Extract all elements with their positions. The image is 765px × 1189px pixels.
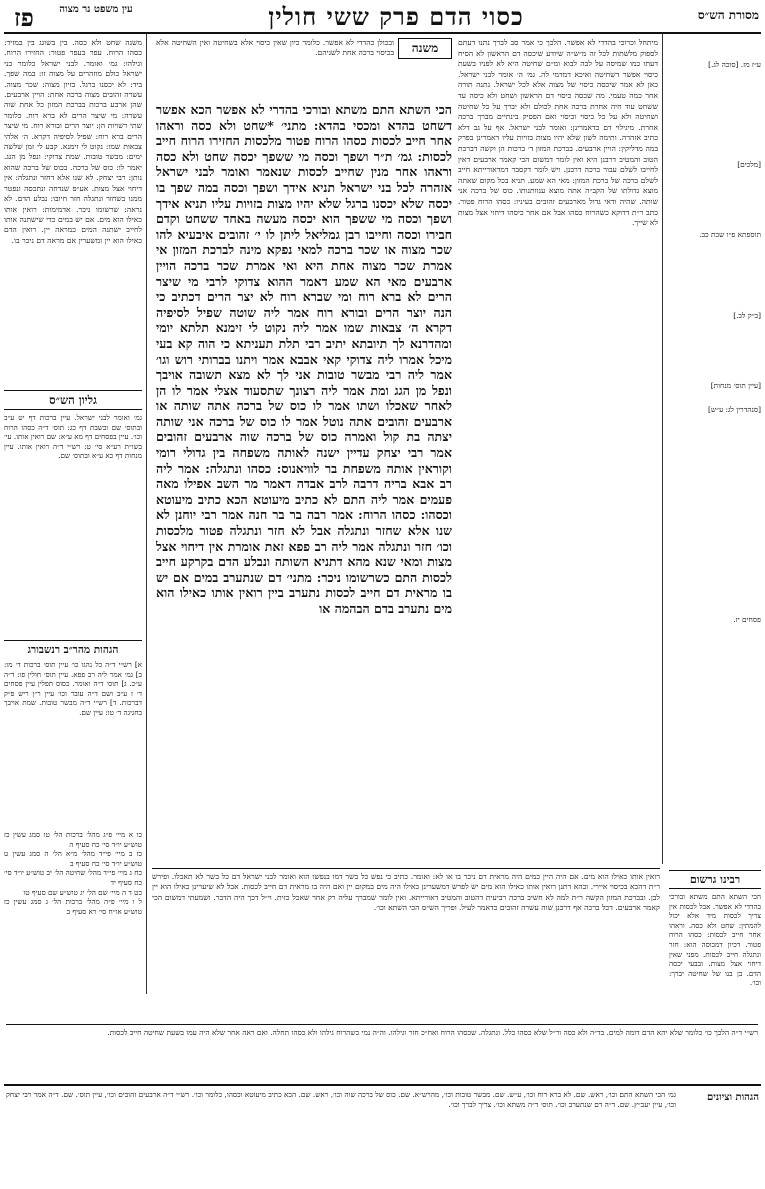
mishnah-text: ובכולן כהדדי לא אפשר. כלומר כיון שאין כיסוי אלא בשחיטה ואין השחיטה אלא בכיסוי ברכה אחת לשניהם. (156, 38, 394, 58)
rabbenu-text: הכי השתא התם משתא ובורכי בהדדי לא אפשר. אבל לכסות אין צריך לכסות מיד אלא יכול להמתין: שחט ולא כסה. וראהו אחר חייב לכסות: כסהו הרוח פטור. דכיון דמכוסה הוא: חזר ונתגלה חייב לכסות. מפני שאין דיחוי אצל מצות. ובבעי יכסה הדם. בן בנו של שחיטה יברך: וכו׳. (669, 892, 761, 988)
masoret-note: פסחים יז. (733, 615, 761, 625)
daf-number: פז (14, 3, 34, 32)
tosafot-column (458, 38, 658, 828)
gilyon-text: גמ׳ ואומר לבני ישראל. עיין ברכות דף יט ע״ב ובתוס׳ שם ובשבת דף כג: תוס׳ ד״ה כסהו הרוח וכו׳. עיין בפסחים דף מא ע״א: שם רואין אותו. עי׳ בשו״ת רע״א סי׳ ט: רש״י ד״ה רואין אותו. עיין מנחות דף כא ע״א ובתוס׳ שם. (4, 413, 142, 461)
gemara-main-text: הכי השתא התם משתא ובורכי בהדרי לא אפשר הכא אפשר דשחט בהדא ומכסי בהדא: מתני׳ *שחט ולא כסה וראהו אחר חייב לכסות כסהו הרוח פטור מלכסות החזירו הרוח חייב לכסות: גמ׳ ת״ר ושפך וכסה מי ששפך יכסה שחט ולא כסה וראהו אחר מנין שחייב לכסות שנאמר ואומר לבני ישראל אזהרה לכל בני ישראל תניא אידך ושפך וכסה במה שפך בו יכסה שלא יכסנו ברגל שלא יהיו מצות בזויות עליו תניא אידך ושפך וכסה מי ששפך הוא יכסה מעשה באחד ששחט וקדם חבירו וכסה וחייבו רבן גמליאל ליתן לו י׳ זהובים איבעיא להו שכר מצוה או שכר ברכה למאי נפקא מינה לברכת המזון אי אמרת שכר מצוה אחת היא ואי אמרת שכר ברכה הויין ארבעים מאי הא שמע דאמר ההוא צדוקי לרבי מי שיצר הרים לא ברא רוח ומי שברא רוח לא יצר הרים דכתיב כי הנה יוצר הרים ובורא רוח אמר ליה שוטה שפיל לסיפיה דקרא ה׳ צבאות שמו אמר ליה נקוט לי זימנא תלתא יומי ומהדרנא לך תיובתא יתיב רבי תלת תעניתא כי הוה קא בעי מיכל אמרו ליה צדוקי קאי אבבא אמר ויתנו בברותי רוש וגו׳ אמר ליה רבי מבשר טובות אני לך לא מצא תשובה אויבך ונפל מן הגג ומת אמר ליה רצונך שתסעוד אצלי אמר לו הן לאחר שאכלו ושתו אמר לו כוס של ברכה אתה שותה או ארבעים זהובים אתה נוטל אמר לו כוס של ברכה אני שותה יצתה בת קול ואמרה כוס של ברכה שוה ארבעים זהובים אמר רבי יצחק עדיין ישנה לאותה משפחה בין גדולי רומי וקוראין אותה משפחת בר לוויאנוס: כסהו ונתגלה: אמר ליה רב אבא בריה דרבה לרב אבדה דאמר מר השב אפילו מאה פעמים אמר ליה התם לא כתיב מיעוטא הכא כתיב מיעוטא וכסהו: כסהו הרוח: אמר רבה בר בר חנה אמר רבי יוחנן לא שנו אלא שחזר ונתגלה אבל לא חזר ונתגלה פטור מלכסות וכו׳ חזר ונתגלה אמר ליה רב פפא זאת אומרת אין דיחוי אצל מצות ומאי שנא מהא דתניא השותה ונבלע הדם בקרקע חייב לכסות התם כשרשומו ניכר: מתני׳ דם שנתערב במים אם יש בו מראית דם חייב לכסות נתערב ביין רואין אותו כאילו הוא מים נתערב בדם הבהמה או (156, 102, 452, 616)
masoret-header: מסורת הש״ס (697, 8, 759, 22)
rashi-column: משנה שחט ולא כסה. בין בשוגג בין במזיד: כסהו הרוח. עפר בעפר פטור: החזירו הרוח. וגילהו: גמ׳ ואומר. לבני ישראל כלומר בני ישראל כולם מוזהרים על מצוה זו: במה שפך. ביד: לא יכסנו ברגל. בזיון מצוה: שכר מצוה. עשרה זהובים מצוה ברכה אחת: הויין ארבעים. שהן ארבע ברכות בברכת המזון כל אחת שוה עשרה: מי שיצר הרים לא ברא רוח. כלומר שתי רשויות הן: יוצר הרים ובורא רוח. מי שיצר הרים ברא רוח: שפיל לסיפיה דקרא. ה׳ אלהי צבאות שמו: נקוט לי זימנא. קבע לי זמן שלשה ימים: מבשר טובות. שמת צדוקי: ונפל מן הגג. יאמר לו: כוס של ברכה. בכוס של ברכה שהוא נותן: רבי יצחק. לא שנו אלא דחזר ונתגלה: אין דיחוי אצל מצות. אע״פ שנדחה ונתכסה ונפטר ממנו כשחזר ונתגלה חזר חיובו: נבלע הדם. לא נראה: שרשומו ניכר. אדמימות: רואין אותו כאילו הוא מים. אם יש במים כדי שישתנה אותו לחייב ישתנה המים כמראה יין. רואין הדם כאילו הוא יין ומשערין אם מראה דם ניכר בו. (4, 38, 142, 245)
ein-mishpat-note: כט ד ה מיי׳ שם הל׳ יג טוש״ע שם סעיף טו (23, 887, 142, 897)
bottom-commentary: רואין אותו כאילו הוא מים. אם היה היין כמים היה מראית דם ניכר בו או לא: ואומר. כתיב כי נפש כל בשר דמו בנפשו הוא ואומר לבני ישראל דם כל בשר לא תאכלו. ופירש ר״ת דהכא בכיסוי איירי. ובהא דתנן רואין אותו כאילו הוא מים יש לפרש דמשערינן כאילו היה מים במקום יין ואם היה בו מראית דם חייב לכסות. אבל לא שיערינן כאילו הוא יין לבן. ובברכת המזון הקשה ר״ת למה לא חשיב ברכה רביעית דהטוב והמטיב דאורייתא. ואין לומר שמברך עליה רק אחר שאכל כזית. וי״ל דכך היה הדבר. ושמעתי דמשום הכי קאמר ארבעים. דכל ברכה אף דרבנן שוה עשרה זהובים כדאמר לעיל. ופריך הש״ס הכי השתא וכו׳. (152, 868, 660, 1022)
mishnah-label: משנה (398, 38, 452, 59)
gilyon-title: גליון הש״ס (4, 390, 142, 410)
rabbenu-title: רבינו גרשום (669, 870, 761, 889)
ein-mishpat-note: ל ו מיי׳ פ״ה מהל׳ ברכות הל׳ ג סמג עשין כז טוש״ע או״ח סי׳ רא סעיף ב (4, 897, 142, 916)
hagahot-block (4, 640, 142, 835)
tosafot-top: מיתחל וכרוכי בהדדי לא אפשר. הלכך כי אמר סב לברך נתנו דעתם לספוק מלשתות לכל זה מ״ש״ה שיודע שיכסה דם הראשון לא הסיח דעתו כמו שמיסה על לבה לבוא ומ״ם שחיטה היא לא לפניו בשעת כיסוי אפשר דשחיטה ואיכא דמדמי לה. גמ׳ ה׳ אומר לבני ישראל. כאן לא אמר שיכסה כיסוי של מצוה אלא לכל ישראל. נתנה תורה אחר כמה טעמי. מה שכסה כיסוי דם הראשון ושחט ולא כיסה עד ששחט עוד חיה אחרת ברכה אחת לכולם ולא יברך על כל שחיטה ושחיטה ולא על כל כיסוי וכיסוי ואם הפסיק בינתיים מברך ברכה אחרת. (458, 38, 658, 132)
ein-mishpat-column (4, 830, 142, 980)
masoret-note: ע״ז מז. [סוכה לג.] (708, 60, 761, 69)
gilyon-hashas (4, 390, 142, 643)
header-rule (4, 32, 761, 34)
masoret-note: [עיין תוס׳ מנחות] (710, 380, 761, 390)
masoret-note: [מלכים] (737, 160, 761, 170)
ein-mishpat-header: עין משפט נר מצוה (59, 4, 133, 15)
footer-rule (4, 1084, 761, 1086)
hagahot-title: הגהות מהר״ב רנשבורג (4, 640, 142, 657)
ein-mishpat-note: כז ב מיי׳ פי״ד מהל׳ מ״א הל׳ ה סמג עשין ט טוש״ע יו״ד סי׳ כח סעיף ב (4, 849, 142, 868)
ein-mishpat-note: כו א מיי׳ פ״ג מהל׳ ברכות הל׳ טו סמג עשין כז טוש״ע יו״ד סי׳ כח סעיף ה (4, 830, 142, 849)
column-rule-left (146, 34, 147, 994)
footer-text: גמ׳ הכי השתא התם וכו׳, ראש. שם. לא ברא רוח וכו׳, ע״ש. שם. מבשר טובות וכו׳, מהרש״א. שם. כוס של ברכה שוה וכו׳, ראש. שם. הכא כתיב מיעוטא וכסהו, כלומר וכו׳. רש״י ד״ה ארבעים זהובים וכו׳, עיין תוס׳. שם. ד״ה אמר רבי יצחק וכו׳, עיין יעב״ץ. שם. ד״ה דם שנתערב וכו׳. תוס׳ ד״ה משתא וכו׳. צריך לברך וכו׳. (6, 1090, 676, 1109)
column-rule-right (662, 34, 663, 864)
masoret-note: [סנהדרין לג: ע״ש] (708, 405, 761, 415)
footer-label: הגהות וציונים (706, 1092, 759, 1103)
bottom-small-commentary: רש״י ד״ה הלכך כו׳ כלומר שלא יהא הדם דומה למים. בד״ה ולא כסה ור״ל שלא כסהו כלל. ונתגלה. שכסהו הרוח ואח״כ חזר וגילהו. וה״ה נמי כשהרוח גילהו ולא כסהו תחלה. ואם ראה אחר שלא היה עמו בשעת שחיטה חייב לכסות. (6, 1024, 758, 1076)
masoret-note: תוספתא פ״ו שבת כב. (699, 230, 761, 240)
masoret-note: [ב״ק לב.] (733, 310, 761, 320)
tosafot-continued: מיגילוי דם כדאמרינן: ואומר לבני ישראל. אף על גב דלא כתיב אזהרה. ותימה לשון שלא יהיו מצות בזויות עליו דאמרינן בפרק במה מדליקין: הויין ארבעים. בברכת המזון ד׳ ברכות הן וקשה דברכת הטוב והמטיב דרבנן היא ואין לומר דמשום הכי קאמר ארבעים דאין לחייבו לשלם עבור ברכה דרבנן. ויש לומר דקסבר דמדאורייתא חייב לשלם ברכה של ברכת המזון: מאי הא שמע. תניא בכל מקום שאתה מוצא גדולתו של הקב״ה אתה מוצא ענוותנותו. כוס של ברכה אני שותה. שהיה ודאי גדול מארבעים זהובים בעיניו: כסהו הרוח פטור. כתב ר״ת דדוקא כשהרוח כסהו אבל אם אחר כיסהו דיחוי אצל מצות לא שייך. (458, 122, 658, 228)
masoret-column (669, 40, 761, 625)
page-title: כסוי הדם פרק ששי חולין (268, 2, 524, 31)
mishnah-block (156, 38, 452, 98)
hagahot-text: א] רש״י ד״ה כל נהגו כו׳ עיין תוס׳ ברכות ד׳ מו: ב] גמ׳ אמר ליה רב פפא. עיין תוס׳ חולין פו: ד״ה ע״כ. ג] תוס׳ ד״ה ואומר. כסוס תפלין עיין פסחים ד׳ ז ע״ב ושם ד״ה עובר וכו׳ עיין ר״ן ריש פ״ק דברכות. ד] רש״י ד״ה מבשר טובות. שמת אויבך בחגיגה ד׳ טו: עיין שם. (4, 660, 142, 717)
ein-mishpat-note: כח ג מיי׳ פי״ד מהל׳ שחיטה הל׳ יב טוש״ע יו״ד סי׳ כח סעיף יד (4, 868, 142, 887)
